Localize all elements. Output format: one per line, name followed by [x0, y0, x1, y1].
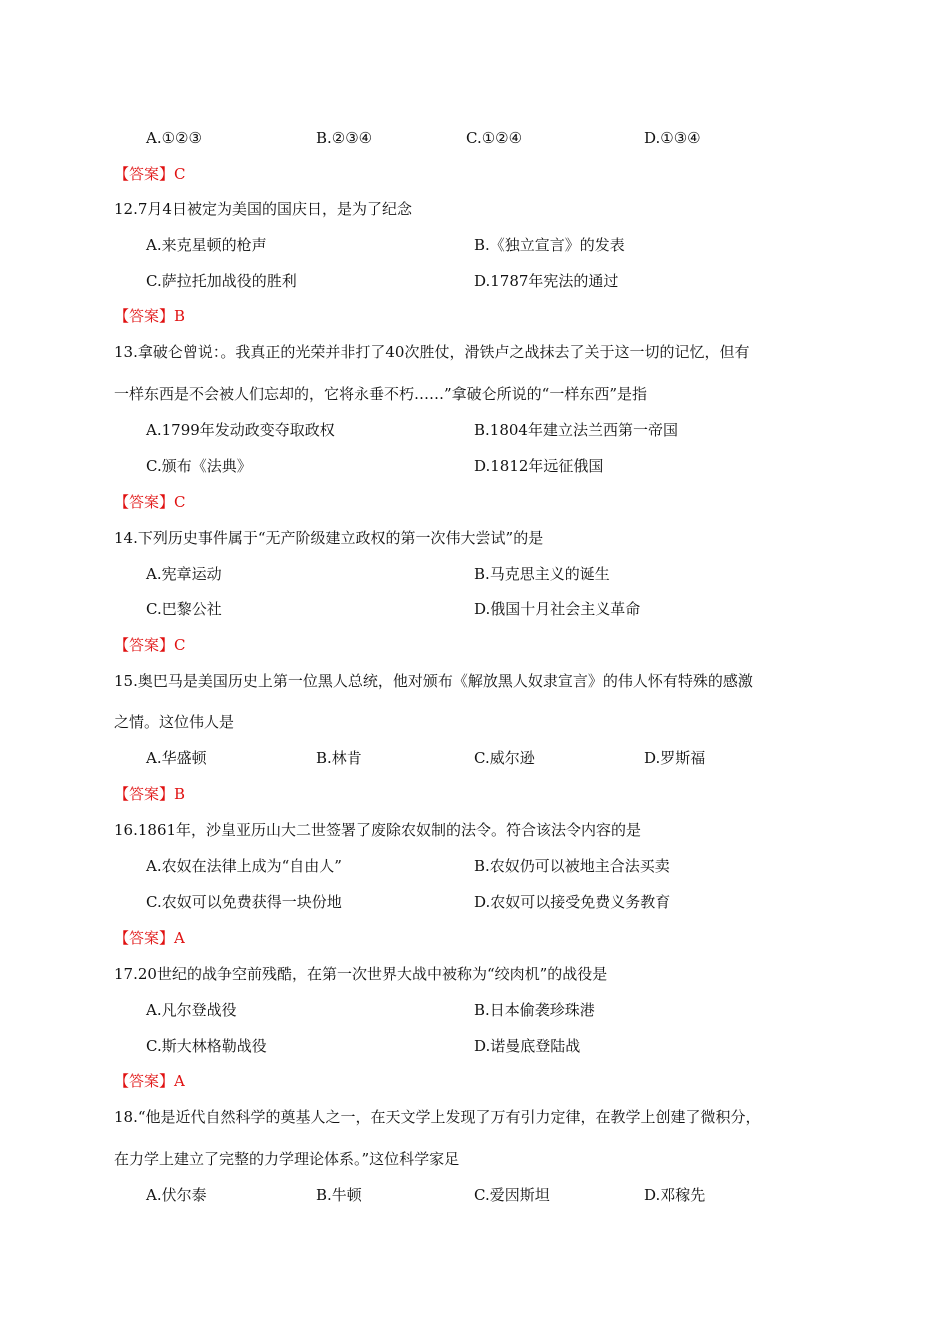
- q15-option-b: B.林肯: [316, 749, 362, 767]
- q13-option-d: D.1812年远征俄国: [474, 457, 604, 475]
- q11-option-b: B.②③④: [316, 129, 373, 147]
- q14-option-b: B.马克思主义的诞生: [474, 565, 610, 583]
- q15-option-d: D.罗斯福: [644, 749, 706, 767]
- q11-option-c: C.①②④: [466, 129, 523, 147]
- q11-answer: 【答案】C: [114, 165, 186, 183]
- q14-option-d: D.俄国十月社会主义革命: [474, 600, 641, 618]
- q18-stem-line1: 18.“他是近代自然科学的奠基人之一，在天文学上发现了万有引力定律，在教学上创建了微积分，: [114, 1108, 761, 1126]
- q12-stem: 12.7月4日被定为美国的国庆日，是为了纪念: [114, 200, 412, 218]
- q15-option-c: C.威尔逊: [474, 749, 535, 767]
- q16-option-a: A.农奴在法律上成为“自由人”: [146, 857, 342, 875]
- q17-option-b: B.日本偷袭珍珠港: [474, 1001, 595, 1019]
- q13-answer: 【答案】C: [114, 493, 186, 511]
- q17-option-d: D.诺曼底登陆战: [474, 1037, 581, 1055]
- q12-option-d: D.1787年宪法的通过: [474, 272, 619, 290]
- q17-option-a: A.凡尔登战役: [146, 1001, 237, 1019]
- q15-option-a: A.华盛顿: [146, 749, 207, 767]
- q13-stem-line1: 13.拿破仑曾说：。我真正的光荣并非打了40次胜仗，滑铁卢之战抹去了关于这一切的记忆，但有: [114, 343, 750, 361]
- q12-answer: 【答案】B: [114, 307, 186, 325]
- q15-answer: 【答案】B: [114, 785, 186, 803]
- q12-option-a: A.来克星顿的枪声: [146, 236, 267, 254]
- q12-option-b: B.《独立宣言》的发表: [474, 236, 625, 254]
- q17-option-c: C.斯大林格勒战役: [146, 1037, 267, 1055]
- q18-stem-line2: 在力学上建立了完整的力学理论体系。”这位科学家足: [114, 1150, 460, 1168]
- q16-answer: 【答案】A: [114, 929, 185, 947]
- q14-stem: 14.下列历史事件属于“无产阶级建立政权的第一次伟大尝试”的是: [114, 529, 544, 547]
- q18-option-c: C.爱因斯坦: [474, 1186, 550, 1204]
- q13-option-c: C.颁布《法典》: [146, 457, 252, 475]
- q17-stem: 17.20世纪的战争空前残酷，在第一次世界大战中被称为“绞肉机”的战役是: [114, 965, 608, 983]
- q18-option-d: D.邓稼先: [644, 1186, 706, 1204]
- q13-stem-line2: 一样东西是不会被人们忘却的，它将永垂不朽……”拿破仑所说的“一样东西”是指: [114, 385, 648, 403]
- q14-answer: 【答案】C: [114, 636, 186, 654]
- q11-option-d: D.①③④: [644, 129, 701, 147]
- q12-option-c: C.萨拉托加战役的胜利: [146, 272, 297, 290]
- q17-answer: 【答案】A: [114, 1072, 185, 1090]
- q18-option-b: B.牛顿: [316, 1186, 362, 1204]
- q16-option-c: C.农奴可以免费获得一块份地: [146, 893, 342, 911]
- q16-option-b: B.农奴仍可以被地主合法买卖: [474, 857, 670, 875]
- q13-option-a: A.1799年发动政变夺取政权: [146, 421, 335, 439]
- q16-stem: 16.1861年，沙皇亚历山大二世签署了废除农奴制的法令。符合该法令内容的是: [114, 821, 642, 839]
- q11-option-a: A.①②③: [146, 129, 202, 147]
- q14-option-c: C.巴黎公社: [146, 600, 222, 618]
- q15-stem-line2: 之情。这位伟人是: [114, 713, 235, 731]
- q14-option-a: A.宪章运动: [146, 565, 222, 583]
- q16-option-d: D.农奴可以接受免费义务教育: [474, 893, 671, 911]
- q13-option-b: B.1804年建立法兰西第一帝国: [474, 421, 678, 439]
- q15-stem-line1: 15.奥巴马是美国历史上第一位黑人总统，他对颁布《解放黑人奴隶宣言》的伟人怀有特殊的感激: [114, 672, 753, 690]
- q18-option-a: A.伏尔泰: [146, 1186, 207, 1204]
